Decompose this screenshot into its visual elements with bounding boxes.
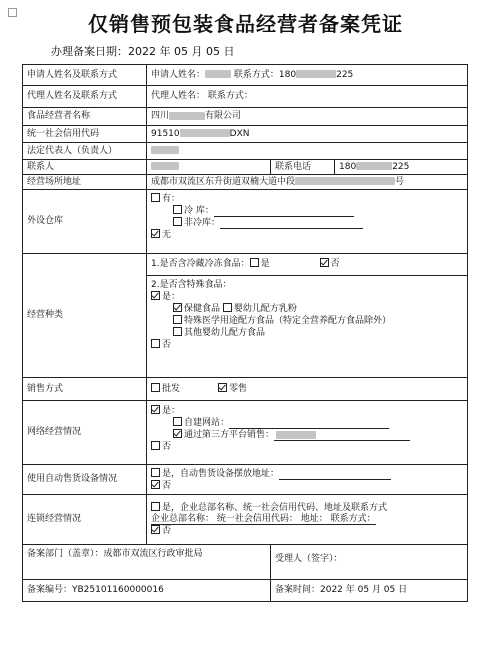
label-online: 网络经营情况 — [23, 401, 147, 465]
checkbox-health-food[interactable] — [173, 303, 182, 312]
label-applicant: 申请人姓名及联系方式 — [23, 65, 147, 86]
label-agent: 代理人姓名及联系方式 — [23, 86, 147, 108]
checkbox-chain-yes[interactable] — [151, 502, 160, 511]
row-legal-rep — [23, 143, 468, 160]
checkbox-vending-no[interactable] — [151, 480, 160, 489]
label-warehouse: 外设仓库 — [23, 190, 147, 254]
label-contact-phone: 联系电话 — [271, 160, 335, 175]
row-category — [23, 254, 468, 378]
non-cold-storage-line — [220, 219, 363, 229]
row-address — [23, 175, 468, 190]
redacted-block — [276, 431, 316, 439]
receiver-signature: 受理人（签字）： — [271, 545, 468, 580]
row-applicant — [23, 65, 468, 86]
value-warehouse: 有： 冷 库： 非冷库： 无 — [147, 190, 468, 254]
value-agent: 代理人姓名： 联系方式： — [147, 86, 468, 108]
checkbox-medical-formula[interactable] — [173, 315, 182, 324]
redacted-block — [151, 162, 179, 170]
label-legal-rep: 法定代表人（负责人） — [23, 143, 147, 160]
row-department — [23, 545, 468, 580]
checkbox-vending-yes[interactable] — [151, 468, 160, 477]
label-chain: 连锁经营情况 — [23, 495, 147, 545]
checkbox-warehouse-yes[interactable] — [151, 193, 160, 202]
checkbox-warehouse-no[interactable] — [151, 229, 160, 238]
value-vending: 是，自动售货设备摆放地址： 否 — [147, 465, 468, 495]
value-category — [147, 254, 468, 378]
checkbox-retail[interactable] — [218, 383, 227, 392]
value-contact — [147, 160, 271, 175]
checkbox-non-cold-storage[interactable] — [173, 217, 182, 226]
label-contact: 联系人 — [23, 160, 147, 175]
redacted-block — [151, 146, 179, 154]
redacted-block — [296, 70, 336, 78]
checkbox-cold-chain-yes[interactable] — [250, 258, 259, 267]
value-sales: 批发 零售 — [147, 378, 468, 401]
document-title: 仅销售预包装食品经营者备案凭证 — [88, 12, 403, 36]
redacted-block — [356, 162, 392, 170]
third-party-line — [274, 431, 410, 441]
checkbox-third-party[interactable] — [173, 429, 182, 438]
row-vending — [23, 465, 468, 495]
label-sales: 销售方式 — [23, 378, 147, 401]
checkbox-infant-formula[interactable] — [223, 303, 232, 312]
filing-date: 办理备案日期：2022 年 05 月 05 日 — [51, 45, 235, 58]
checkbox-special-food-yes[interactable] — [151, 291, 160, 300]
label-vending: 使用自动售货设备情况 — [23, 465, 147, 495]
special-food-question: 2.是否含特殊食品： 是： 保健食品 婴幼儿配方乳粉 特殊医学用途配方食品（特定全营养配方食品除外） 其他婴幼儿配方食品 否 — [151, 280, 392, 350]
value-contact-phone: 180 225 — [335, 160, 468, 175]
row-operator — [23, 108, 468, 126]
checkbox-other-infant-formula[interactable] — [173, 327, 182, 336]
redacted-block — [205, 70, 231, 78]
checkbox-cold-chain-no[interactable] — [320, 258, 329, 267]
redacted-block — [180, 129, 230, 137]
checkbox-online-no[interactable] — [151, 441, 160, 450]
label-operator: 食品经营者名称 — [23, 108, 147, 126]
vending-address-line — [279, 470, 391, 480]
value-online: 是： 自建网站： 通过第三方平台销售： 否 — [147, 401, 468, 465]
record-time: 备案时间：2022 年 05 月 05 日 — [271, 580, 468, 602]
row-contact — [23, 160, 468, 175]
value-operator: 四川 有限公司 — [147, 108, 468, 126]
checkbox-wholesale[interactable] — [151, 383, 160, 392]
hq-fields: 企业总部名称： 统一社会信用代码： 地址： 联系方式： — [151, 514, 376, 524]
checkbox-cold-storage[interactable] — [173, 205, 182, 214]
checkbox-special-food-no[interactable] — [151, 339, 160, 348]
cold-chain-question: 1.是否含冷藏冷冻食品： 是 否 — [147, 254, 467, 276]
redacted-block — [295, 177, 395, 185]
value-chain: 是，企业总部名称、统一社会信用代码、地址及联系方式 企业总部名称： 统一社会信用代码： 地址： 联系方式： 否 — [147, 495, 468, 545]
record-form-table — [22, 64, 468, 602]
label-address: 经营场所地址 — [23, 175, 147, 190]
checkbox-chain-no[interactable] — [151, 525, 160, 534]
row-warehouse — [23, 190, 468, 254]
label-credit-code: 统一社会信用代码 — [23, 126, 147, 143]
row-credit-code — [23, 126, 468, 143]
value-legal-rep — [147, 143, 468, 160]
row-online — [23, 401, 468, 465]
row-chain — [23, 495, 468, 545]
cold-storage-line — [214, 207, 354, 217]
value-address: 成都市双流区东升街道双楠大道中段 号 — [147, 175, 468, 190]
value-applicant: 申请人姓名： 联系方式：180 225 — [147, 65, 468, 86]
row-agent — [23, 86, 468, 108]
record-number: 备案编号：YB25101160000016 — [23, 580, 271, 602]
redacted-block — [169, 112, 205, 120]
label-category: 经营种类 — [23, 254, 147, 378]
row-sales — [23, 378, 468, 401]
checkbox-online-yes[interactable] — [151, 405, 160, 414]
own-website-line — [229, 419, 389, 429]
row-record — [23, 580, 468, 602]
checkbox-own-website[interactable] — [173, 417, 182, 426]
value-credit-code: 91510 DXN — [147, 126, 468, 143]
filing-department: 备案部门（盖章）：成都市双流区行政审批局 — [23, 545, 271, 580]
